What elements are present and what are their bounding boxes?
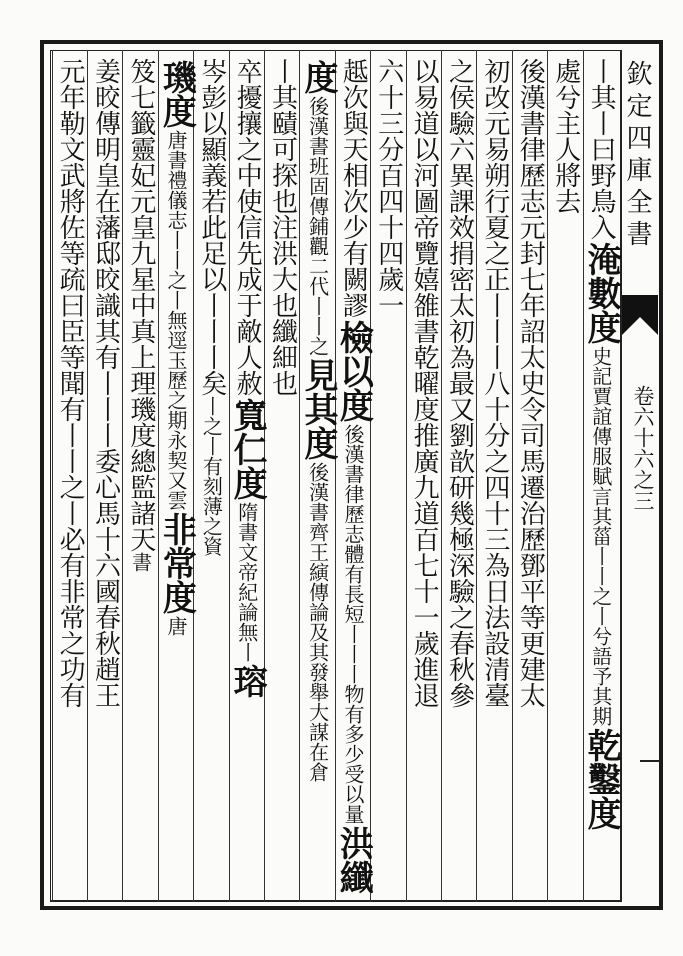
body-text: 笈七籤靈妃元皇九星中真上理璣度總監諸天 [125,58,156,552]
annotation-text: 史記賈誼傳服賦言其菑丨丨之丨兮語予其期 [588,346,613,726]
body-text: 姜晈傳明皇在藩邸晈識其有丨丨丨委心馬十六國春秋趙王 [90,58,121,708]
text-column [513,58,546,898]
body-text: 後漢書律歷志元封七年詔太史令司馬遷治歷鄧平等更建太 [515,58,546,708]
headword: 檢以度 [333,320,374,422]
margin-tick [640,760,660,762]
text-column [297,58,338,898]
annotation-text: 後漢書齊王縯傳論及其發舉大謀在倉 [305,462,330,782]
annotation-text: 後漢書律歷志體有長短丨丨丨物有多少受以量 [340,424,365,824]
annotation-text: 隋書文帝紀論無丨 [234,502,259,662]
body-text: 卒擾攘之中使信先成于敵人赦 [232,58,263,396]
text-column [581,58,622,898]
body-text: 初改元易朔行夏之正丨丨丨八十分之四十三為日法設清臺 [479,58,510,708]
body-text: 丨其賾可探也注洪大也纖細也 [267,58,298,396]
text-column [548,58,581,898]
annotation-text: 唐書禮儀志丨丨之丨無逕玉歷之期永契又雲 [163,130,188,510]
text-column [442,58,475,898]
text-column [53,58,86,898]
annotation-text: 後漢書班固傳鋪觀二代丨丨之 [305,96,330,356]
headword: 度 [297,60,338,94]
text-column [227,58,268,898]
headword: 寬仁度 [227,398,268,500]
headword: 璣度 [156,60,197,128]
annotation-text: 書 [128,552,153,572]
headword: 非常度 [156,512,197,614]
text-column [88,58,121,898]
headword: 瑢 [227,664,268,698]
body-text: 以易道以河圖帝覽嬉雒書乾曜度推廣九道百七十一歲進退 [409,58,440,708]
body-text: 元年勒文武將佐等疏曰臣等聞有丨丨之丨必有非常之功有 [55,58,86,708]
book-title: 欽定四庫全書 [622,60,652,252]
text-column [407,58,440,898]
text-column [477,58,510,898]
headword: 乾鑿度 [581,728,622,830]
text-column [156,58,197,898]
text-column [371,58,404,898]
body-text: 趆次與天相次少有闕謬 [338,58,369,318]
annotation-text: 唐 [163,616,188,636]
headword: 洪纖 [333,826,374,894]
body-text: 岑彭以顯義若此足以丨丨丨矣 [196,58,227,396]
text-column [123,58,156,898]
body-text: 處兮主人將去 [550,58,581,214]
headword: 淹數度 [581,242,622,344]
headword: 見其度 [297,358,338,460]
text-column [194,58,227,898]
body-text: 之侯驗六異課效捐密太初為最又劉歆研幾極深驗之春秋參 [444,58,475,708]
annotation-text: 丨之丨有刻薄之資 [199,396,224,556]
body-text: 丨其丨曰野鳥入 [586,58,617,240]
text-column [333,58,374,898]
volume-label: 卷六十六之三 [631,385,655,511]
body-text: 六十三分百四十四歲一 [373,58,404,318]
text-column [265,58,298,898]
